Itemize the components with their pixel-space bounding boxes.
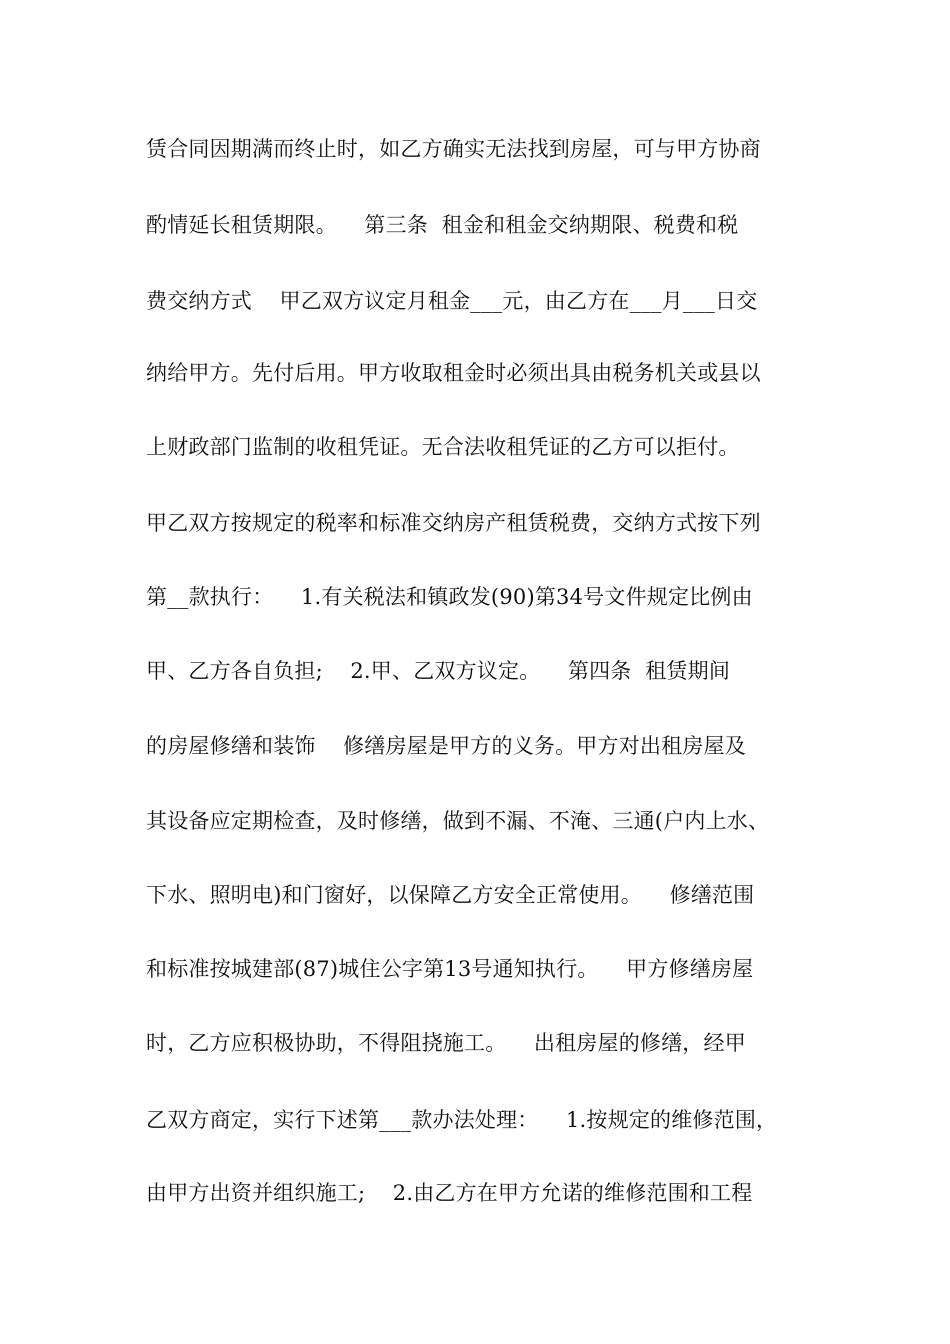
text-line-5: 上财政部门监制的收租凭证。无合法收租凭证的乙方可以拒付。: [146, 435, 740, 459]
text-line-12: 和标准按城建部(87)城住公字第13号通知执行。 甲方修缮房屋: [146, 957, 754, 981]
text-line-4: 纳给甲方。先付后用。甲方收取租金时必须出具由税务机关或县以: [146, 361, 761, 385]
text-line-7: 第__款执行： 1.有关税法和镇政发(90)第34号文件规定比例由: [146, 585, 753, 609]
text-line-15: 由甲方出资并组织施工; 2.由乙方在甲方允诺的维修范围和工程: [146, 1181, 753, 1205]
text-line-9: 的房屋修缮和装饰 修缮房屋是甲方的义务。甲方对出租房屋及: [146, 734, 746, 758]
text-line-1: 赁合同因期满而终止时，如乙方确实无法找到房屋，可与甲方协商: [146, 137, 761, 161]
text-line-6: 甲乙双方按规定的税率和标准交纳房产租赁税费，交纳方式按下列: [146, 511, 761, 535]
text-line-3: 费交纳方式 甲乙双方议定月租金___元，由乙方在___月___日交: [146, 289, 758, 313]
text-line-2: 酌情延长租赁期限。 第三条 租金和租金交纳期限、税费和税: [146, 213, 739, 237]
text-line-8: 甲、乙方各自负担; 2.甲、乙双方议定。 第四条 租赁期间: [146, 659, 731, 683]
text-line-10: 其设备应定期检查，及时修缮，做到不漏、不淹、三通(户内上水、: [146, 809, 770, 833]
text-line-11: 下水、照明电)和门窗好，以保障乙方安全正常使用。 修缮范围: [146, 883, 755, 907]
text-line-13: 时，乙方应积极协助，不得阻挠施工。 出租房屋的修缮，经甲: [146, 1031, 746, 1055]
text-line-14: 乙双方商定，实行下述第___款办法处理： 1.按规定的维修范围，: [146, 1108, 778, 1132]
